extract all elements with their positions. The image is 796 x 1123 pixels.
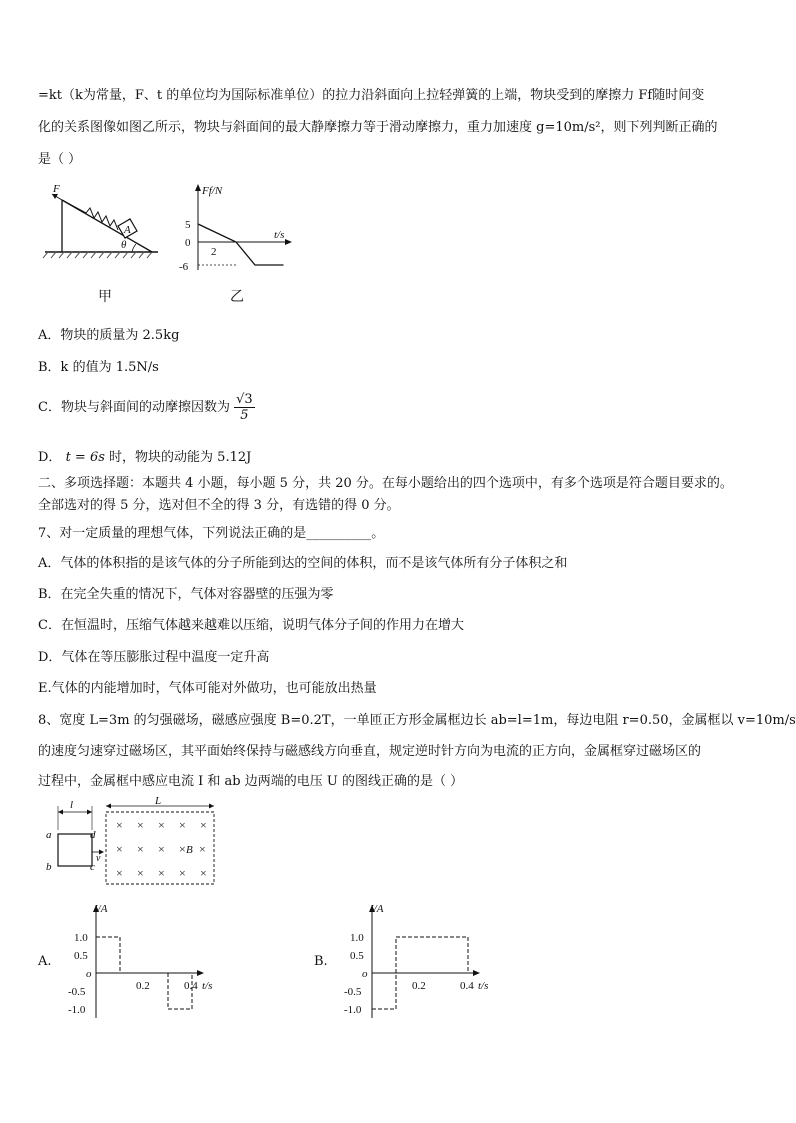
y-axis-label: I/A <box>94 903 108 915</box>
x-axis-arrow <box>473 970 480 976</box>
q6-option-d-text: 时，物块的动能为 5.12J <box>109 450 252 465</box>
x-tick-label: 0.2 <box>412 980 426 992</box>
field-cross: × <box>116 818 123 832</box>
q7-option-a: A．气体的体积指的是该气体的分子所能到达的空间的体积，而不是该气体所有分子体积之和 <box>38 556 568 571</box>
yi-x-label: t/s <box>274 229 285 241</box>
q6-option-a: A．物块的质量为 2.5kg <box>38 328 180 343</box>
q6-option-d-prefix: D． <box>38 450 62 465</box>
q8-line1: 8、宽度 L=3m 的匀强磁场，磁感应强度 B=0.2T，一单匝正方形金属框边长 ab=l=1m，每边电阻 r=0.50，金属框以 v=10m/s <box>38 713 796 728</box>
q6-option-b: B．k 的值为 1.5N/s <box>38 360 159 375</box>
q8-option-b-label: B. <box>314 954 328 969</box>
corner-b: b <box>46 861 52 873</box>
fig-yi-caption: 乙 <box>230 289 244 305</box>
q6-line3: 是（ ） <box>38 152 82 167</box>
section2-line2: 全部选对的得 5 分，选对但不全的得 3 分，有选错的得 0 分。 <box>38 498 400 513</box>
x-axis-label: t/s <box>202 980 213 992</box>
field-crosses <box>116 818 207 880</box>
field-cross: × <box>200 818 207 832</box>
field-cross: × <box>116 866 123 880</box>
corner-d: d <box>90 829 96 841</box>
fig-jia-caption: 甲 <box>98 289 112 305</box>
block-label: A <box>124 224 131 236</box>
x-tick-label: 0.4 <box>184 980 198 992</box>
friction-curve <box>198 224 284 265</box>
q7-option-b: B．在完全失重的情况下，气体对容器壁的压强为零 <box>38 587 334 602</box>
x-tick-label: 0.4 <box>460 980 474 992</box>
section2-line1: 二、多项选择题：本题共 4 小题，每小题 5 分，共 20 分。在每小题给出的四个选项中，有多个选项是符合题目要求的。 <box>38 476 733 491</box>
y-tick-label: -1.0 <box>68 1004 86 1016</box>
friction-time-graph <box>178 180 298 275</box>
field-cross: × <box>199 842 206 856</box>
field-cross: × <box>179 818 186 832</box>
field-cross: × <box>179 866 186 880</box>
q8-option-a-label: A. <box>38 954 52 969</box>
incline-figure <box>40 182 165 262</box>
corner-a: a <box>46 829 52 841</box>
mu-denominator: 5 <box>240 408 249 423</box>
y-tick-label: 0.5 <box>350 950 364 962</box>
field-cross: × <box>179 842 186 856</box>
field-cross: × <box>158 818 165 832</box>
magnetic-field-figure <box>44 796 224 888</box>
mu-numerator: √3 <box>236 392 253 407</box>
current-graph-b <box>334 900 489 1025</box>
mu-fraction <box>234 392 255 423</box>
force-label: F <box>53 183 60 195</box>
y-tick-label: o <box>362 968 368 980</box>
yi-tick-x2: 2 <box>211 246 217 258</box>
q6-option-c-text: C．物块与斜面间的动摩擦因数为 <box>38 400 230 415</box>
q6-option-d <box>38 446 251 465</box>
angle-label: θ <box>121 239 127 251</box>
q6-option-c <box>38 392 255 423</box>
y-tick-label: o <box>86 968 92 980</box>
field-cross: × <box>158 866 165 880</box>
field-cross: × <box>116 842 123 856</box>
y-tick-label: 1.0 <box>74 932 88 944</box>
q7-option-c: C．在恒温时，压缩气体越来越难以压缩，说明气体分子间的作用力在增大 <box>38 618 464 633</box>
q8-line2: 的速度匀速穿过磁场区，其平面始终保持与磁感线方向垂直，规定逆时针方向为电流的正方向，金属框穿过磁场区的 <box>38 744 702 759</box>
yi-tick-0: 0 <box>185 237 191 249</box>
q7-option-e: E.气体的内能增加时，气体可能对外做功，也可能放出热量 <box>38 681 377 696</box>
q6-line2: 化的关系图像如图乙所示，物块与斜面间的最大静摩擦力等于滑动摩擦力，重力加速度 g=10m/s²，则下列判断正确的 <box>38 120 718 135</box>
y-tick-label: -0.5 <box>344 986 362 998</box>
q8-line3: 过程中，金属框中感应电流 I 和 ab 边两端的电压 U 的图线正确的是（ ） <box>38 774 464 789</box>
q7-stem: 7、对一定质量的理想气体，下列说法正确的是__________。 <box>38 526 385 541</box>
field-cross: × <box>158 842 165 856</box>
field-cross: × <box>137 818 144 832</box>
field-cross: × <box>137 866 144 880</box>
field-width-label: L <box>155 795 162 807</box>
x-axis-label: t/s <box>478 980 489 992</box>
velocity-label: v <box>96 853 101 864</box>
yi-tick-5: 5 <box>185 219 191 231</box>
y-tick-label: -0.5 <box>68 986 86 998</box>
field-b-label: B <box>186 844 193 856</box>
y-tick-label: 0.5 <box>74 950 88 962</box>
current-graph-a <box>58 900 213 1025</box>
field-cross: × <box>137 842 144 856</box>
field-cross: × <box>200 866 207 880</box>
frame-side-label: l <box>70 799 74 811</box>
x-tick-label: 0.2 <box>136 980 150 992</box>
yi-tick-neg6: -6 <box>179 261 189 273</box>
y-tick-label: 1.0 <box>350 932 364 944</box>
q7-option-d: D．气体在等压膨胀过程中温度一定升高 <box>38 650 270 665</box>
y-axis-label: I/A <box>370 903 384 915</box>
q6-line1: =kt（k为常量，F、t 的单位均为国际标准单位）的拉力沿斜面向上拉轻弹簧的上端，物块受到的摩擦力 Ff随时间变 <box>38 88 705 103</box>
yi-y-label: Ff/N <box>202 185 223 197</box>
x-axis-arrow <box>197 970 204 976</box>
y-tick-label: -1.0 <box>344 1004 362 1016</box>
q6-option-d-math: t = 6s <box>65 450 105 465</box>
corner-c: c <box>90 861 95 873</box>
